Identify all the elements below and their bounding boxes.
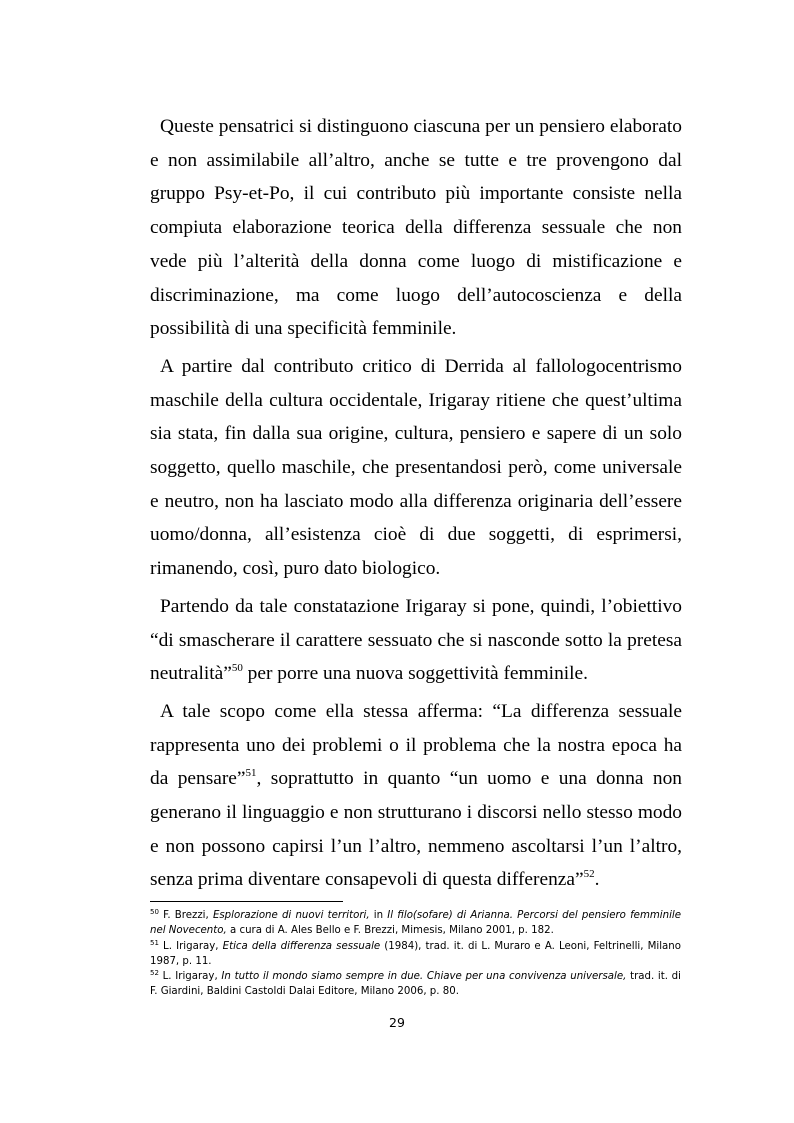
footnote-52: $^{52}$ L. Irigaray, In tutto il mondo siamo sempre in due. Chiave per una convivenza universale, trad. it. di F. Giardini, Baldini Castoldi Dalai Editore, Milano 2006, p. 80. [150,969,681,998]
footnote-separator [150,901,343,902]
footnote-51: $^{51}$ L. Irigaray, Etica della differenza sessuale (1984), trad. it. di L. Muraro e A. Leoni, Feltrinelli, Milano 1987, p. 11. [150,938,681,967]
footnotes [150,908,681,1000]
paragraph-1: Queste pensatrici si distinguono ciascuna per un pensiero elaborato e non assimilabile all’altro, anche se tutte e tre provengono dal gruppo Psy-et-Po, il cui contributo più importante consiste nella compiuta elaborazione teorica della differenza sessuale che non vede più l’alterità della donna come luogo di mistificazione e discriminazione, ma come luogo dell’autocoscienza e della possibilità di una specificità femminile. [150,116,682,340]
footnote-50: $^{50}$ F. Brezzi, Esplorazione di nuovi territori, in Il filo(sofare) di Arianna. Percorsi del pensiero femminile nel Novecento, a cura di A. Ales Bello e F. Brezzi, Mimesis, Milano 2001, p. 182. [150,908,682,937]
footnote-ref-51[interactable]: 51 [245,767,257,780]
page-number: 29 [389,1015,405,1030]
footnote-ref-52[interactable]: 52 [583,868,595,881]
footnote-ref-50[interactable]: 50 [231,662,243,675]
paragraph-4: A tale scopo come ella stessa afferma: “La differenza sessuale rappresenta uno dei problemi o il problema che la nostra epoca ha da pensare”$^{51}$, soprattutto in quanto “un uomo e una donna non generano il linguaggio e non strutturano i discorsi nello stesso modo e non possono capirsi l’un l’altro, nemmeno ascoltarsi l’un l’altro, senza prima diventare consapevoli di questa differenza”$^{52}$. [150,700,682,891]
body-text [150,110,682,901]
paragraph-2: A partire dal contributo critico di Derrida al fallologocentrismo maschile della cultura occidentale, Irigaray ritiene che quest’ultima sia stata, fin dalla sua origine, cultura, pensiero e sapere di un solo soggetto, quello maschile, che presentandosi però, come universale e neutro, non ha lasciato modo alla differenza originaria dell’essere uomo/donna, all’esistenza cioè di due soggetti, di esprimersi, rimanendo, così, puro dato biologico. [150,355,682,580]
paragraph-3: Partendo da tale constatazione Irigaray si pone, quindi, l’obiettivo “di smascherare il carattere sessuato che si nasconde sotto la pretesa neutralità”$^{50}$ per porre una nuova soggettività femminile. [150,595,682,685]
